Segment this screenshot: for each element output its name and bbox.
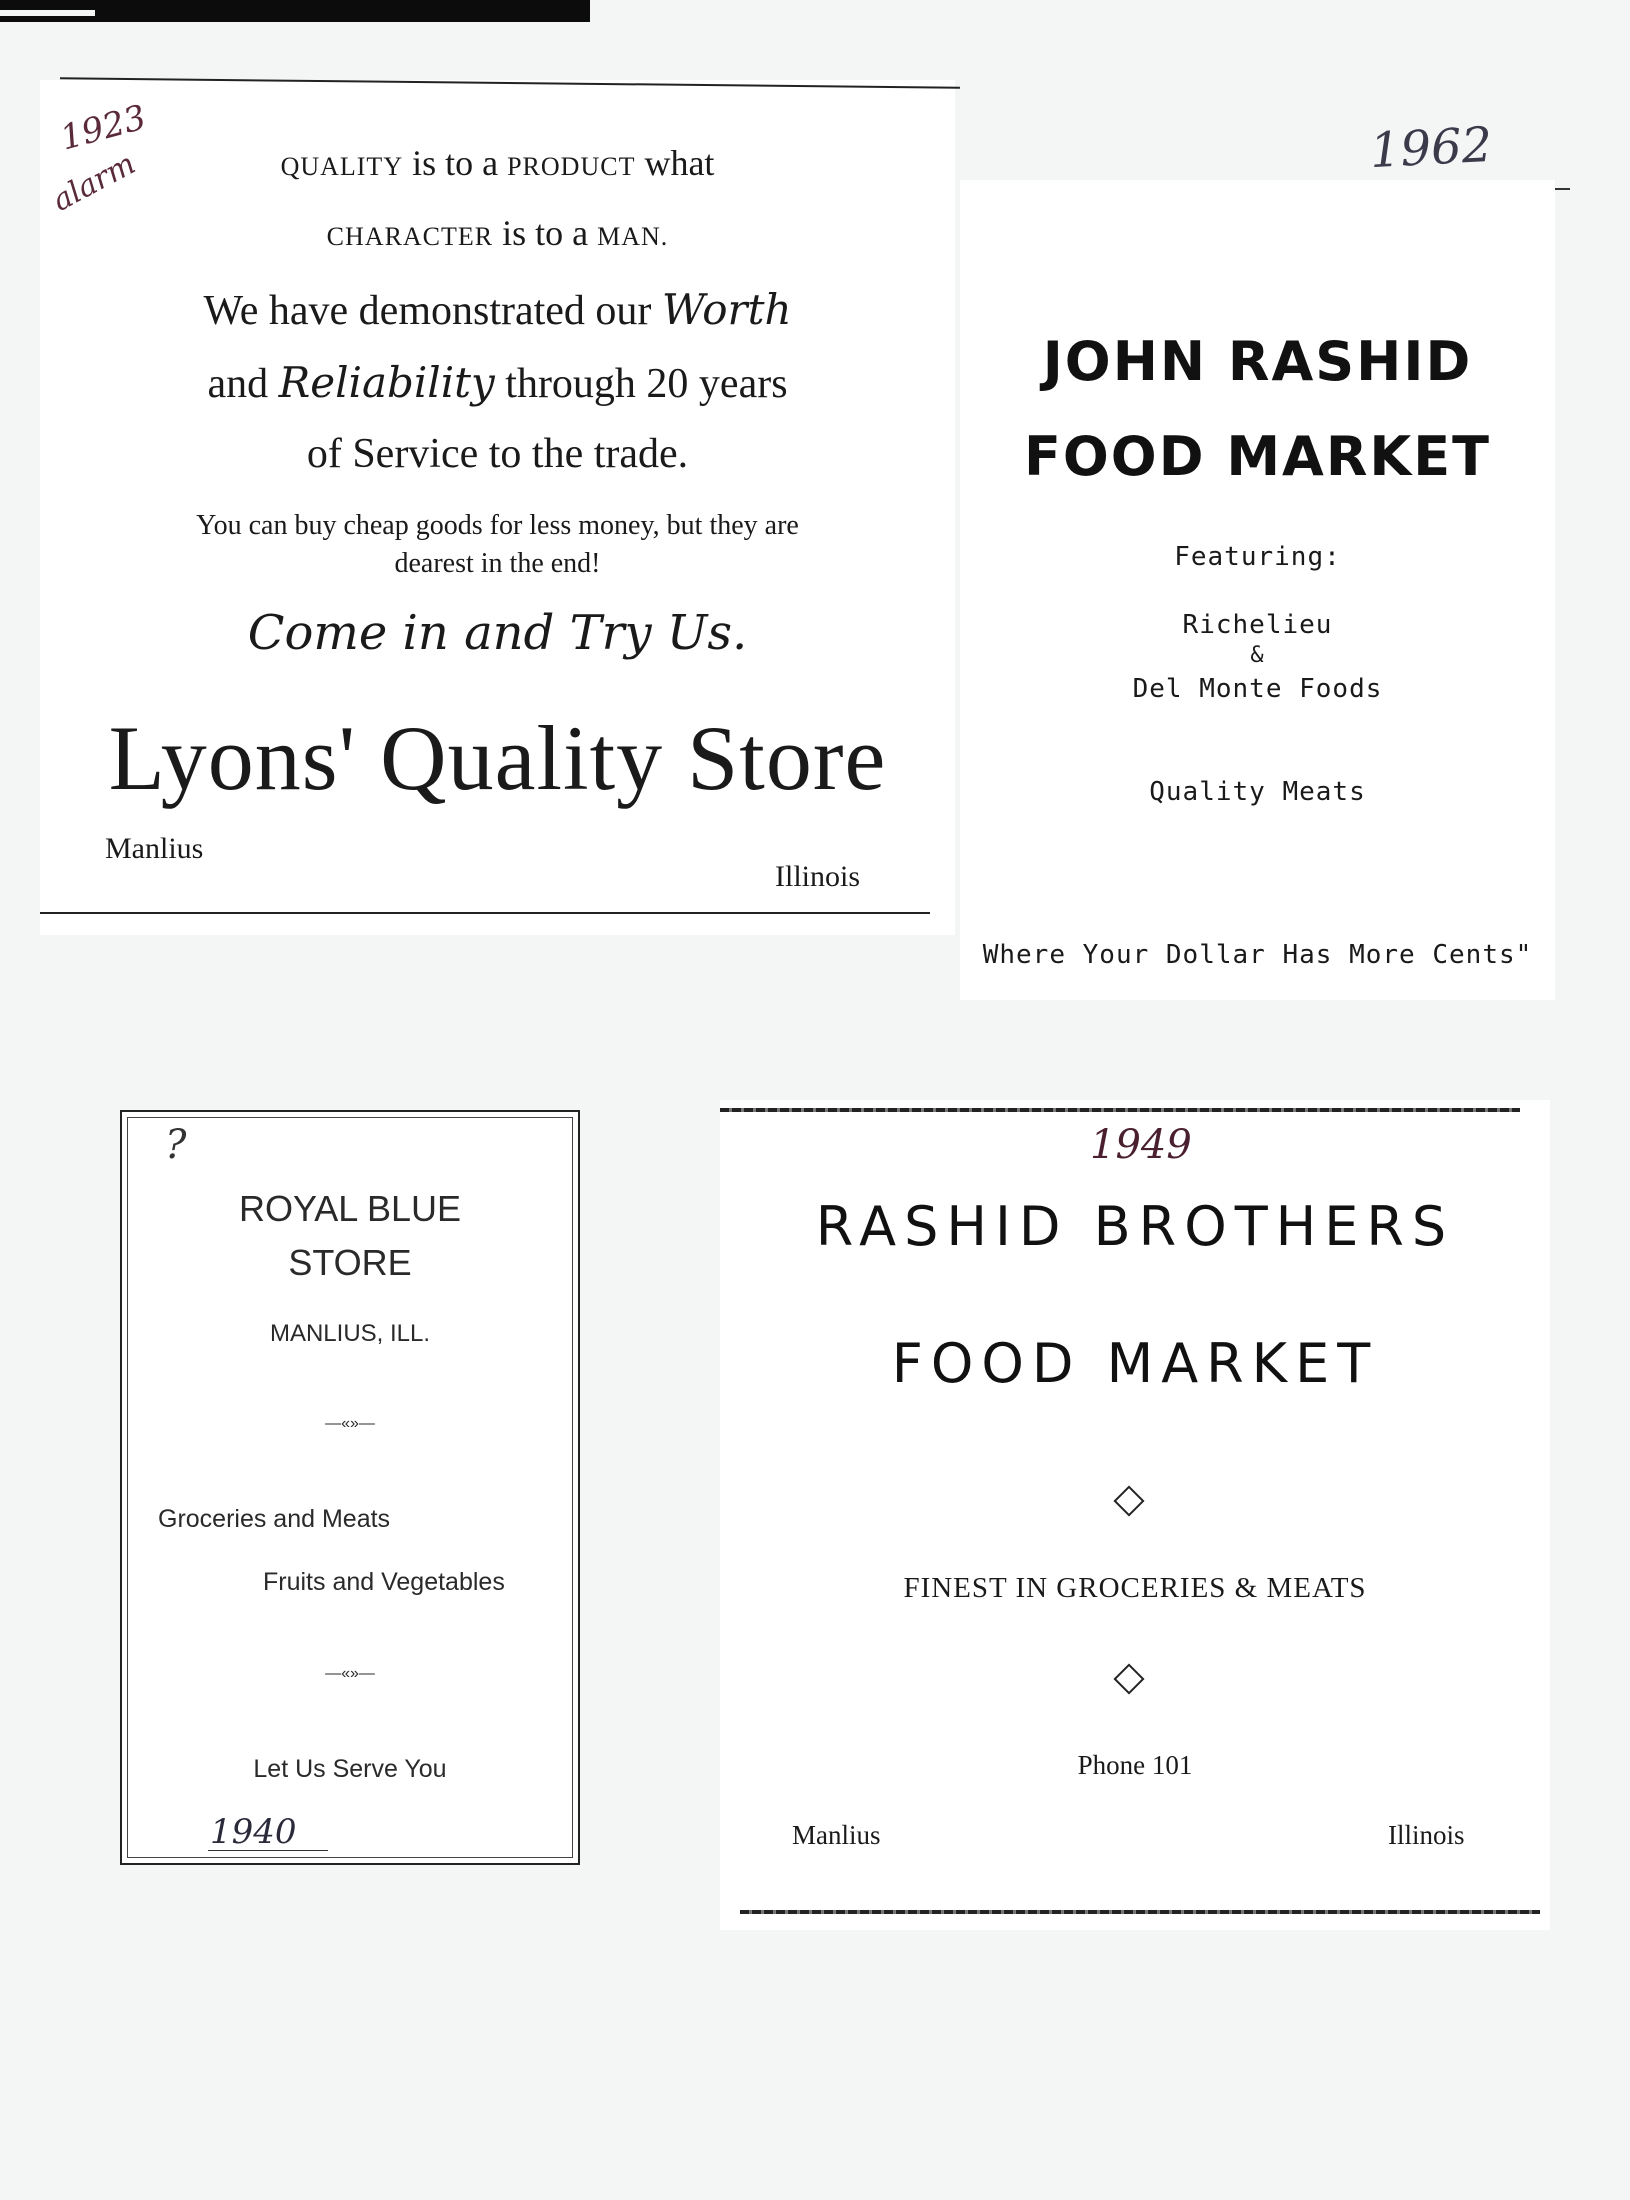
- bottom-wavy-rule: [740, 1910, 1540, 1914]
- diamond-icon: [1113, 1485, 1144, 1516]
- top-wavy-rule: [720, 1108, 1520, 1112]
- scan-edge-notch: [0, 10, 95, 16]
- service-line: of Service to the trade.: [306, 431, 689, 477]
- quality-meats: Quality Meats: [1149, 777, 1366, 807]
- brothers-city: Manlius: [792, 1820, 881, 1850]
- john-title-line2: FOOD MARKET: [1024, 425, 1491, 488]
- phrase-demonstrated: We have demonstrated our: [203, 288, 652, 334]
- store-name: Lyons' Quality Store: [108, 707, 887, 809]
- brothers-state: Illinois: [1388, 1820, 1465, 1850]
- scan-edge-bar: [0, 0, 590, 22]
- character-line: [40, 212, 955, 254]
- year-underline: [208, 1850, 328, 1851]
- handwritten-year-1962: 1962: [1368, 116, 1494, 180]
- bottom-rule: [40, 912, 930, 914]
- brothers-title-line2: FOOD MARKET: [891, 1332, 1379, 1395]
- tagline: FINEST IN GROCERIES & MEATS: [903, 1572, 1367, 1604]
- word-reliability: Reliability: [278, 358, 495, 407]
- royal-blue-ad-clipping: [120, 1110, 580, 1865]
- featuring-label: Featuring:: [1174, 542, 1341, 572]
- brand-del-monte: Del Monte Foods: [1132, 674, 1383, 704]
- ampersand: &: [1250, 643, 1265, 668]
- ornament-top: —«»—: [325, 1415, 375, 1432]
- word-worth: Worth: [661, 285, 792, 334]
- royal-location: MANLIUS, ILL.: [269, 1320, 431, 1347]
- fruits-line: Fruits and Vegetables: [263, 1568, 505, 1596]
- handwritten-year-1940: 1940: [210, 1812, 297, 1852]
- word-man: MAN.: [597, 222, 669, 251]
- royal-title-line1: ROYAL BLUE: [238, 1188, 462, 1229]
- groceries-line: Groceries and Meats: [158, 1505, 391, 1533]
- handwritten-year-1923: 1923: [56, 97, 151, 159]
- word-product: PRODUCT: [507, 152, 636, 181]
- state-label: Illinois: [775, 860, 861, 893]
- lyons-ad-clipping: [40, 80, 955, 935]
- dearest-line: dearest in the end!: [394, 548, 601, 579]
- demonstrated-line: [40, 285, 955, 335]
- word-character: CHARACTER: [326, 222, 494, 251]
- handwritten-year-1949: 1949: [1090, 1122, 1192, 1168]
- phrase-twenty-years: through 20 years: [505, 361, 788, 407]
- phone-line: Phone 101: [1077, 1750, 1193, 1780]
- brothers-title-line1: RASHID BROTHERS: [815, 1195, 1455, 1258]
- question-mark: ?: [165, 1122, 187, 1168]
- serve-line: Let Us Serve You: [253, 1755, 447, 1783]
- cheap-goods-line: You can buy cheap goods for less money, but they are: [196, 510, 799, 541]
- top-rule: [60, 77, 960, 88]
- phrase-is-to-a: is to a: [412, 143, 499, 183]
- word-what: what: [644, 143, 715, 183]
- reliability-line: [40, 358, 955, 408]
- ornament-bottom: —«»—: [325, 1665, 375, 1682]
- word-quality: QUALITY: [280, 152, 404, 181]
- john-title-line1: JOHN RASHID: [1042, 330, 1473, 393]
- phrase-is-to-a-2: is to a: [502, 213, 589, 253]
- come-in-line: Come in and Try Us.: [247, 605, 748, 661]
- brand-richelieu: Richelieu: [1182, 610, 1333, 640]
- word-and: and: [207, 361, 269, 407]
- city-label: Manlius: [105, 832, 204, 865]
- slogan: Where Your Dollar Has More Cents": [982, 940, 1533, 970]
- john-rashid-ad-clipping: [960, 180, 1555, 1000]
- quality-line: [40, 142, 955, 184]
- royal-title-line2: STORE: [288, 1242, 412, 1283]
- handwritten-word: alarm: [46, 146, 142, 219]
- rashid-brothers-ad-clipping: [720, 1100, 1550, 1930]
- diamond-icon-2: [1113, 1663, 1144, 1694]
